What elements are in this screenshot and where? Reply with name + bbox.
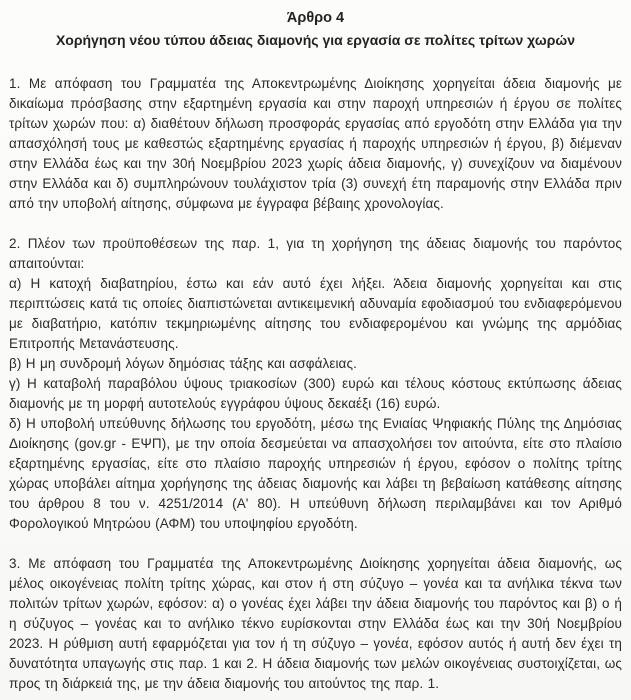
article-title: Άρθρο 4 [286, 10, 345, 26]
article-subtitle: Χορήγηση νέου τύπου άδειας διαμονής για εργασία σε πολίτες τρίτων χωρών [55, 32, 576, 48]
paragraph-2-item-a: α) Η κατοχή διαβατηρίου, έστω και εάν αυτό έχει λήξει. Άδεια διαμονής χορηγείται και στις περιπτώσεις κατά τις οποίες διαπιστώνεται αντικειμενική αδυναμία εφοδιασμού του ενδιαφερόμενου με διαβατήριο, κατόπιν τεκμηριωμένης αίτησης του ενδιαφερομένου και γνώμης της αρμόδιας Επιτροπής Μετανάστευσης. [9, 276, 622, 351]
paragraph-2-intro: 2. Πλέον των προϋποθέσεων της παρ. 1, για τη χορήγηση της άδειας διαμονής του παρόντος απαιτούνται: [9, 236, 622, 271]
paragraph-1: 1. Με απόφαση του Γραμματέα της Αποκεντρωμένης Διοίκησης χορηγείται άδεια διαμονής με δικαίωμα πρόσβασης στην εξαρτημένη εργασία και στην παροχή υπηρεσιών ή έργου σε πολίτες τρίτων χωρών που: α) διαθέτουν δήλωση προσφοράς εργασίας από εργοδότη στην Ελλάδα για την απασχόλησή τους με καθεστώς εξαρτημένης εργασίας ή παροχής υπηρεσιών ή έργου, β) διέμεναν στην Ελλάδα έως και την 30ή Νοεμβρίου 2023 χωρίς άδεια διαμονής, γ) συνεχίζουν να διαμένουν στην Ελλάδα και δ) συμπληρώνουν τουλάχιστον τρία (3) συνεχή έτη παραμονής στην Ελλάδα πριν από την υποβολή αίτησης, σύμφωνα με έγγραφα βέβαιης χρονολογίας. [9, 76, 622, 211]
paragraph-2-item-c: γ) Η καταβολή παραβόλου ύψους τριακοσίων (300) ευρώ και τέλους κόστους εκτύπωσης άδειας διαμονής με τη μορφή αυτοτελούς εγγράφου ύψους δεκαέξι (16) ευρώ. [9, 376, 622, 411]
paragraph-2-item-d: δ) Η υποβολή υπεύθυνης δήλωσης του εργοδότη, μέσω της Ενιαίας Ψηφιακής Πύλης της Δημόσιας Διοίκησης (gov.gr - ΕΨΠ), με την οποία δεσμεύεται να απασχολήσει τον αιτούντα, είτε στο πλαίσιο εξαρτημένης εργασίας, είτε στο πλαίσιο παροχής υπηρεσιών ή έργου, εφόσον ο πολίτης τρίτης χώρας υποβάλει αίτημα χορήγησης της άδειας διαμονής και λάβει τη βεβαίωση κατάθεσης αίτησης του άρθρου 8 του ν. 4251/2014 (Α' 80). Η υπεύθυνη δήλωση περιλαμβάνει και τον Αριθμό Φορολογικού Μητρώου (ΑΦΜ) του υποψηφίου εργοδότη. [9, 416, 622, 531]
paragraph-3: 3. Με απόφαση του Γραμματέα της Αποκεντρωμένης Διοίκησης χορηγείται άδεια διαμονής, ως μέλος οικογένειας πολίτη τρίτης χώρας, και στον ή στη σύζυγο – γονέα και τα ανήλικα τέκνα των πολιτών τρίτων χωρών, εφόσον: α) ο γονέας έχει λάβει την άδεια διαμονής του παρόντος και β) ο ή η σύζυγος – γονέας και το ανήλικο τέκνο ευρίσκονται στην Ελλάδα έως και την 30ή Νοεμβρίου 2023. Η ρύθμιση αυτή εφαρμόζεται για τον ή τη σύζυγο – γονέα, εφόσον αυτός ή αυτή δεν έχει τη δυνατότητα υπαγωγής στις παρ. 1 και 2. Η άδεια διαμονής των μελών οικογένειας συστοιχίζεται, ως προς τη διάρκειά της, με την άδεια διαμονής του αιτούντος της παρ. 1. [9, 556, 622, 691]
paragraph-2-item-b: β) Η μη συνδρομή λόγων δημόσιας τάξης και ασφάλειας. [9, 356, 357, 371]
